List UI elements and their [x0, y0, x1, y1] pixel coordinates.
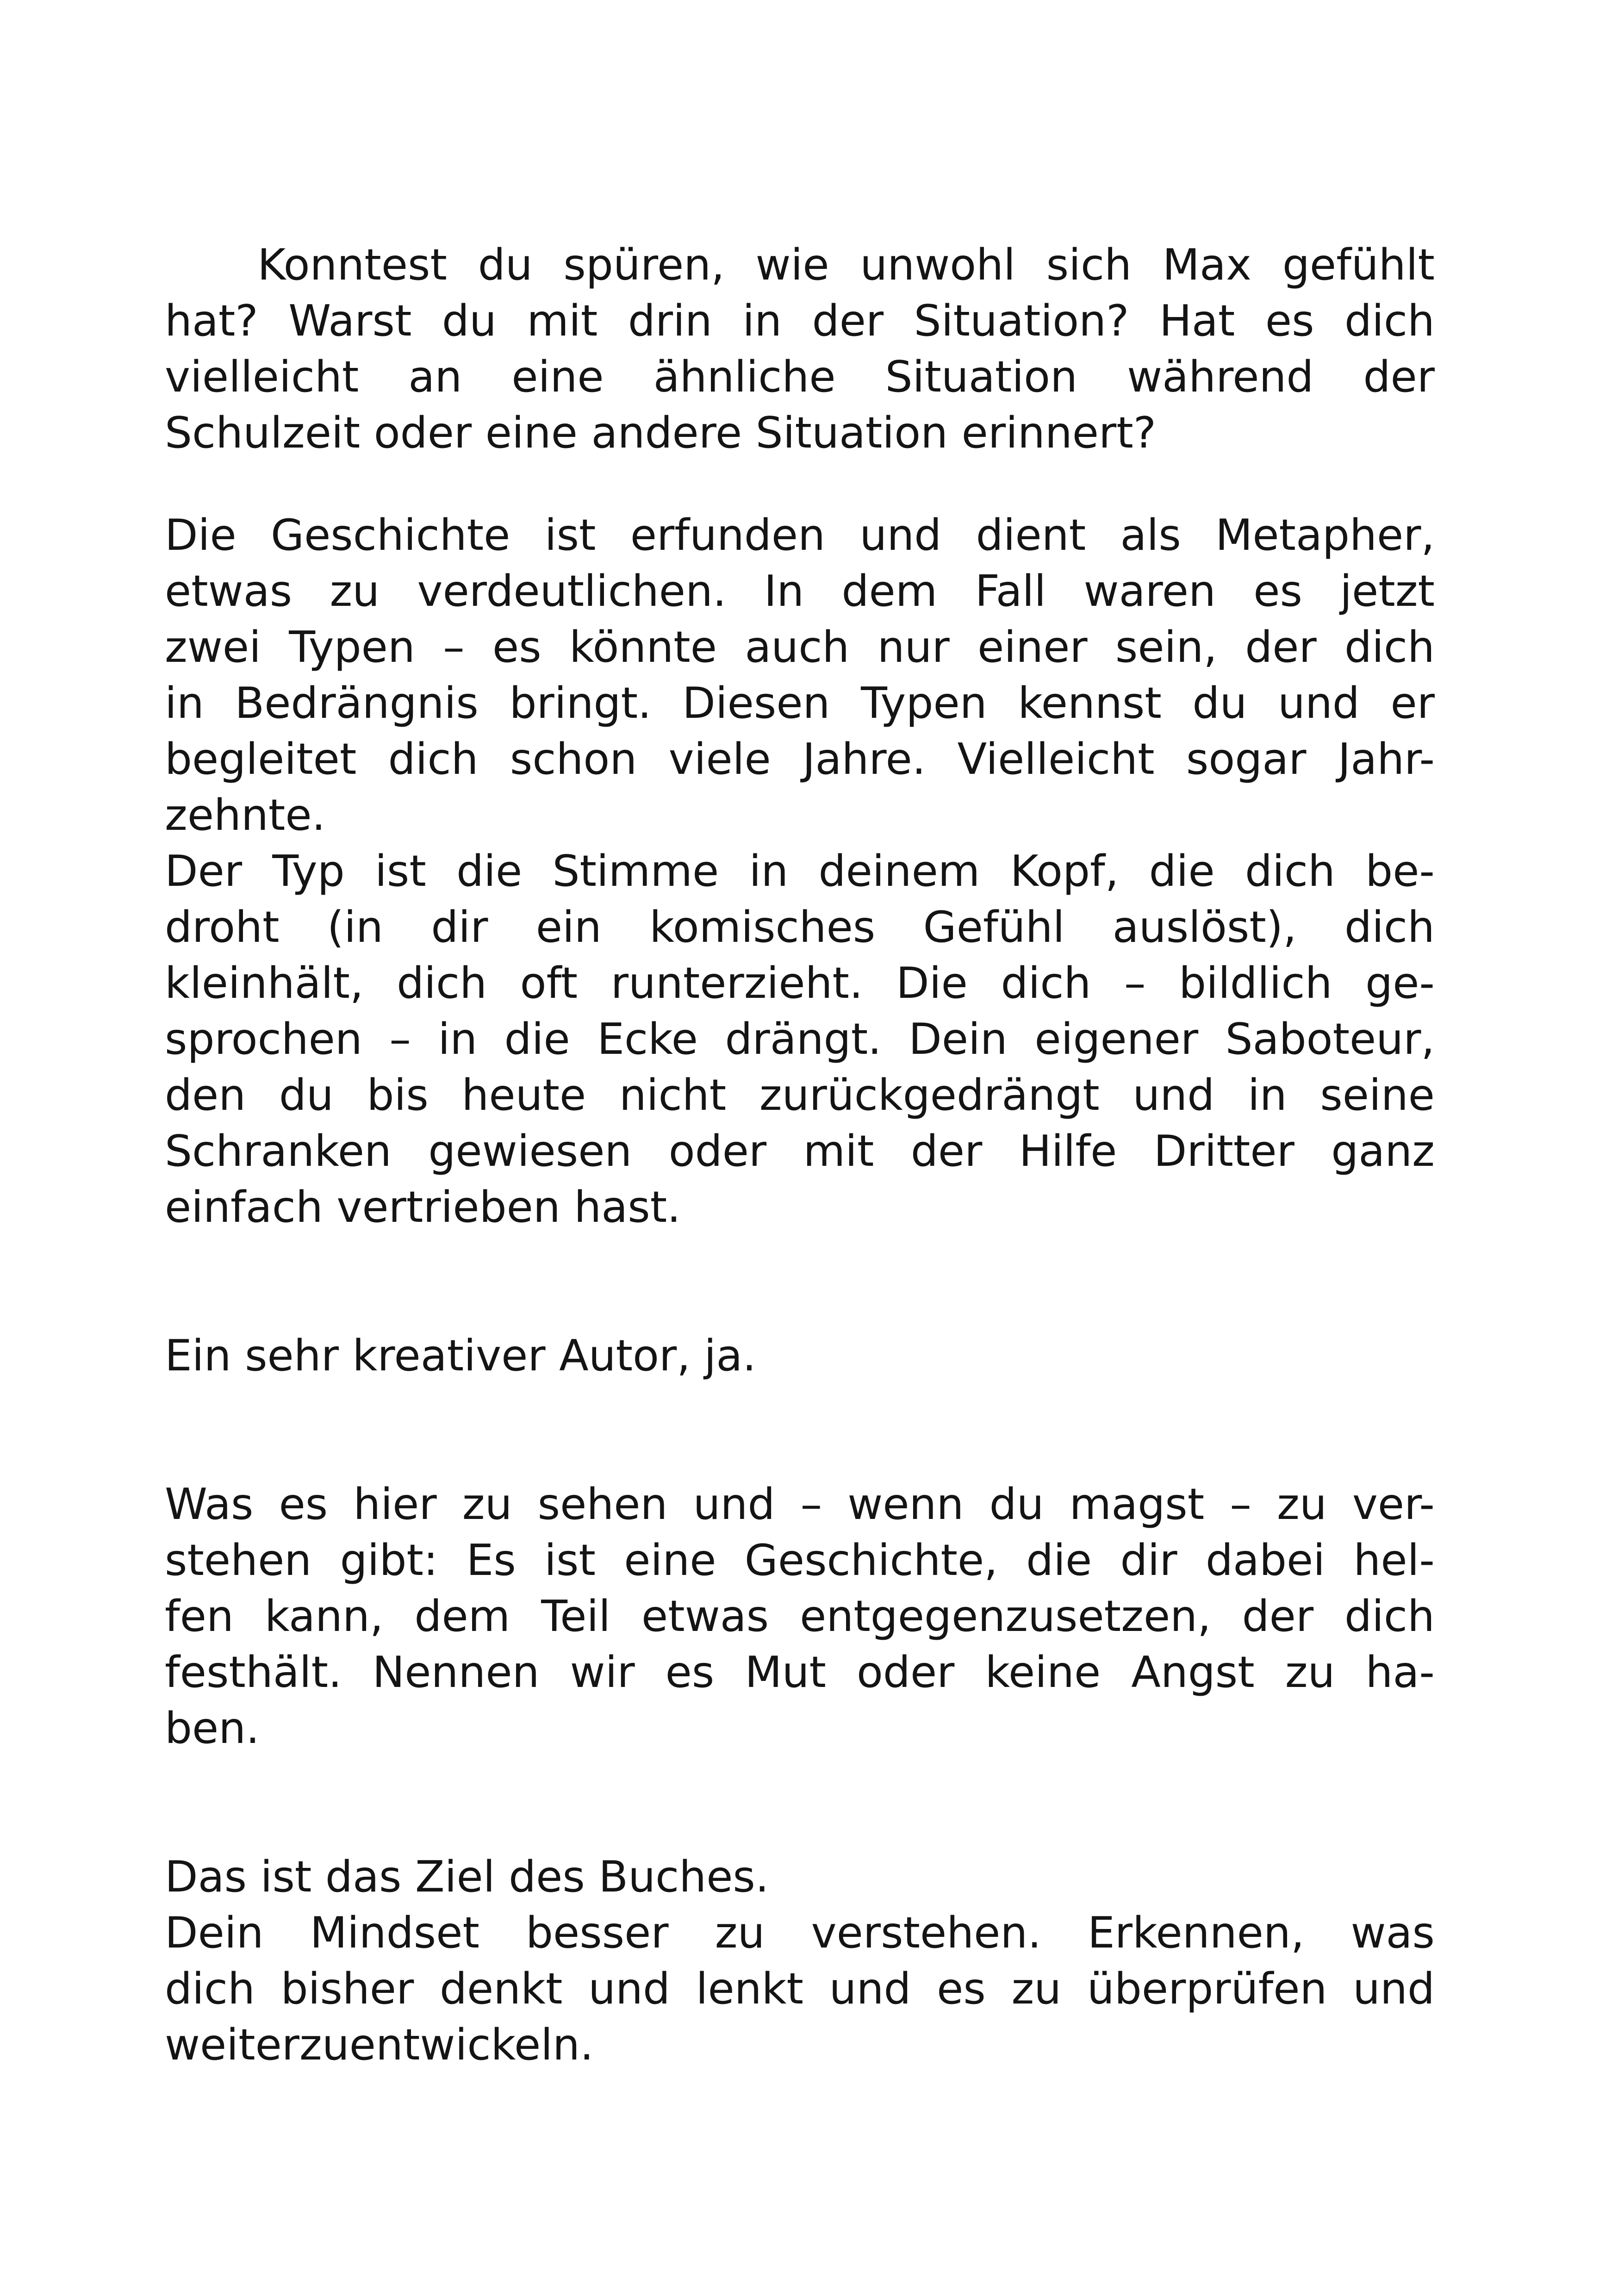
text-line: Die Geschichte ist erfunden und dient als Metapher,: [165, 510, 1435, 560]
text-line: sprochen – in die Ecke drängt. Dein eigener Saboteur,: [165, 1014, 1435, 1064]
text-line: etwas zu verdeutlichen. In dem Fall waren es jetzt: [165, 566, 1435, 616]
text-line: Das ist das Ziel des Buches.: [165, 1852, 769, 1902]
text-line: droht (in dir ein komisches Gefühl auslöst), dich: [165, 902, 1435, 952]
body-text: [165, 237, 1435, 2073]
text-line: zehnte.: [165, 790, 326, 840]
text-line: zwei Typen – es könnte auch nur einer sein, der dich: [165, 622, 1435, 672]
text-line: vielleicht an eine ähnliche Situation während der: [165, 352, 1435, 402]
text-line: den du bis heute nicht zurückgedrängt und in seine: [165, 1070, 1435, 1120]
paragraph-4: [165, 1328, 1435, 1384]
text-line: festhält. Nennen wir es Mut oder keine Angst zu ha-: [165, 1647, 1435, 1697]
text-line: Konntest du spüren, wie unwohl sich Max gefühlt: [165, 240, 1435, 290]
paragraph-2: [165, 507, 1435, 843]
text-line: stehen gibt: Es ist eine Geschichte, die dir dabei hel-: [165, 1535, 1435, 1585]
text-line: Der Typ ist die Stimme in deinem Kopf, die dich be-: [165, 846, 1435, 896]
paragraph-6: [165, 1849, 1435, 1905]
text-line: weiterzuentwickeln.: [165, 2020, 594, 2070]
text-line: einfach vertrieben hast.: [165, 1182, 681, 1232]
text-line: ben.: [165, 1703, 260, 1753]
text-line: Schranken gewiesen oder mit der Hilfe Dritter ganz: [165, 1126, 1435, 1176]
paragraph-1: [165, 237, 1435, 461]
paragraph-3: [165, 843, 1435, 1235]
text-line: Ein sehr kreativer Autor, ja.: [165, 1331, 756, 1381]
text-line: Schulzeit oder eine andere Situation erinnert?: [165, 408, 1157, 458]
text-line: begleitet dich schon viele Jahre. Vielleicht sogar Jahr-: [165, 734, 1435, 784]
text-line: kleinhält, dich oft runterzieht. Die dich – bildlich ge-: [165, 958, 1435, 1008]
text-line: Was es hier zu sehen und – wenn du magst – zu ver-: [165, 1479, 1435, 1529]
text-line: hat? Warst du mit drin in der Situation? Hat es dich: [165, 296, 1435, 346]
text-line: dich bisher denkt und lenkt und es zu überprüfen und: [165, 1964, 1435, 2014]
text-line: fen kann, dem Teil etwas entgegenzusetzen, der dich: [165, 1591, 1435, 1641]
paragraph-7: [165, 1905, 1435, 2073]
text-line: Dein Mindset besser zu verstehen. Erkennen, was: [165, 1908, 1435, 1958]
text-line: in Bedrängnis bringt. Diesen Typen kennst du und er: [165, 678, 1435, 728]
paragraph-5: [165, 1476, 1435, 1756]
